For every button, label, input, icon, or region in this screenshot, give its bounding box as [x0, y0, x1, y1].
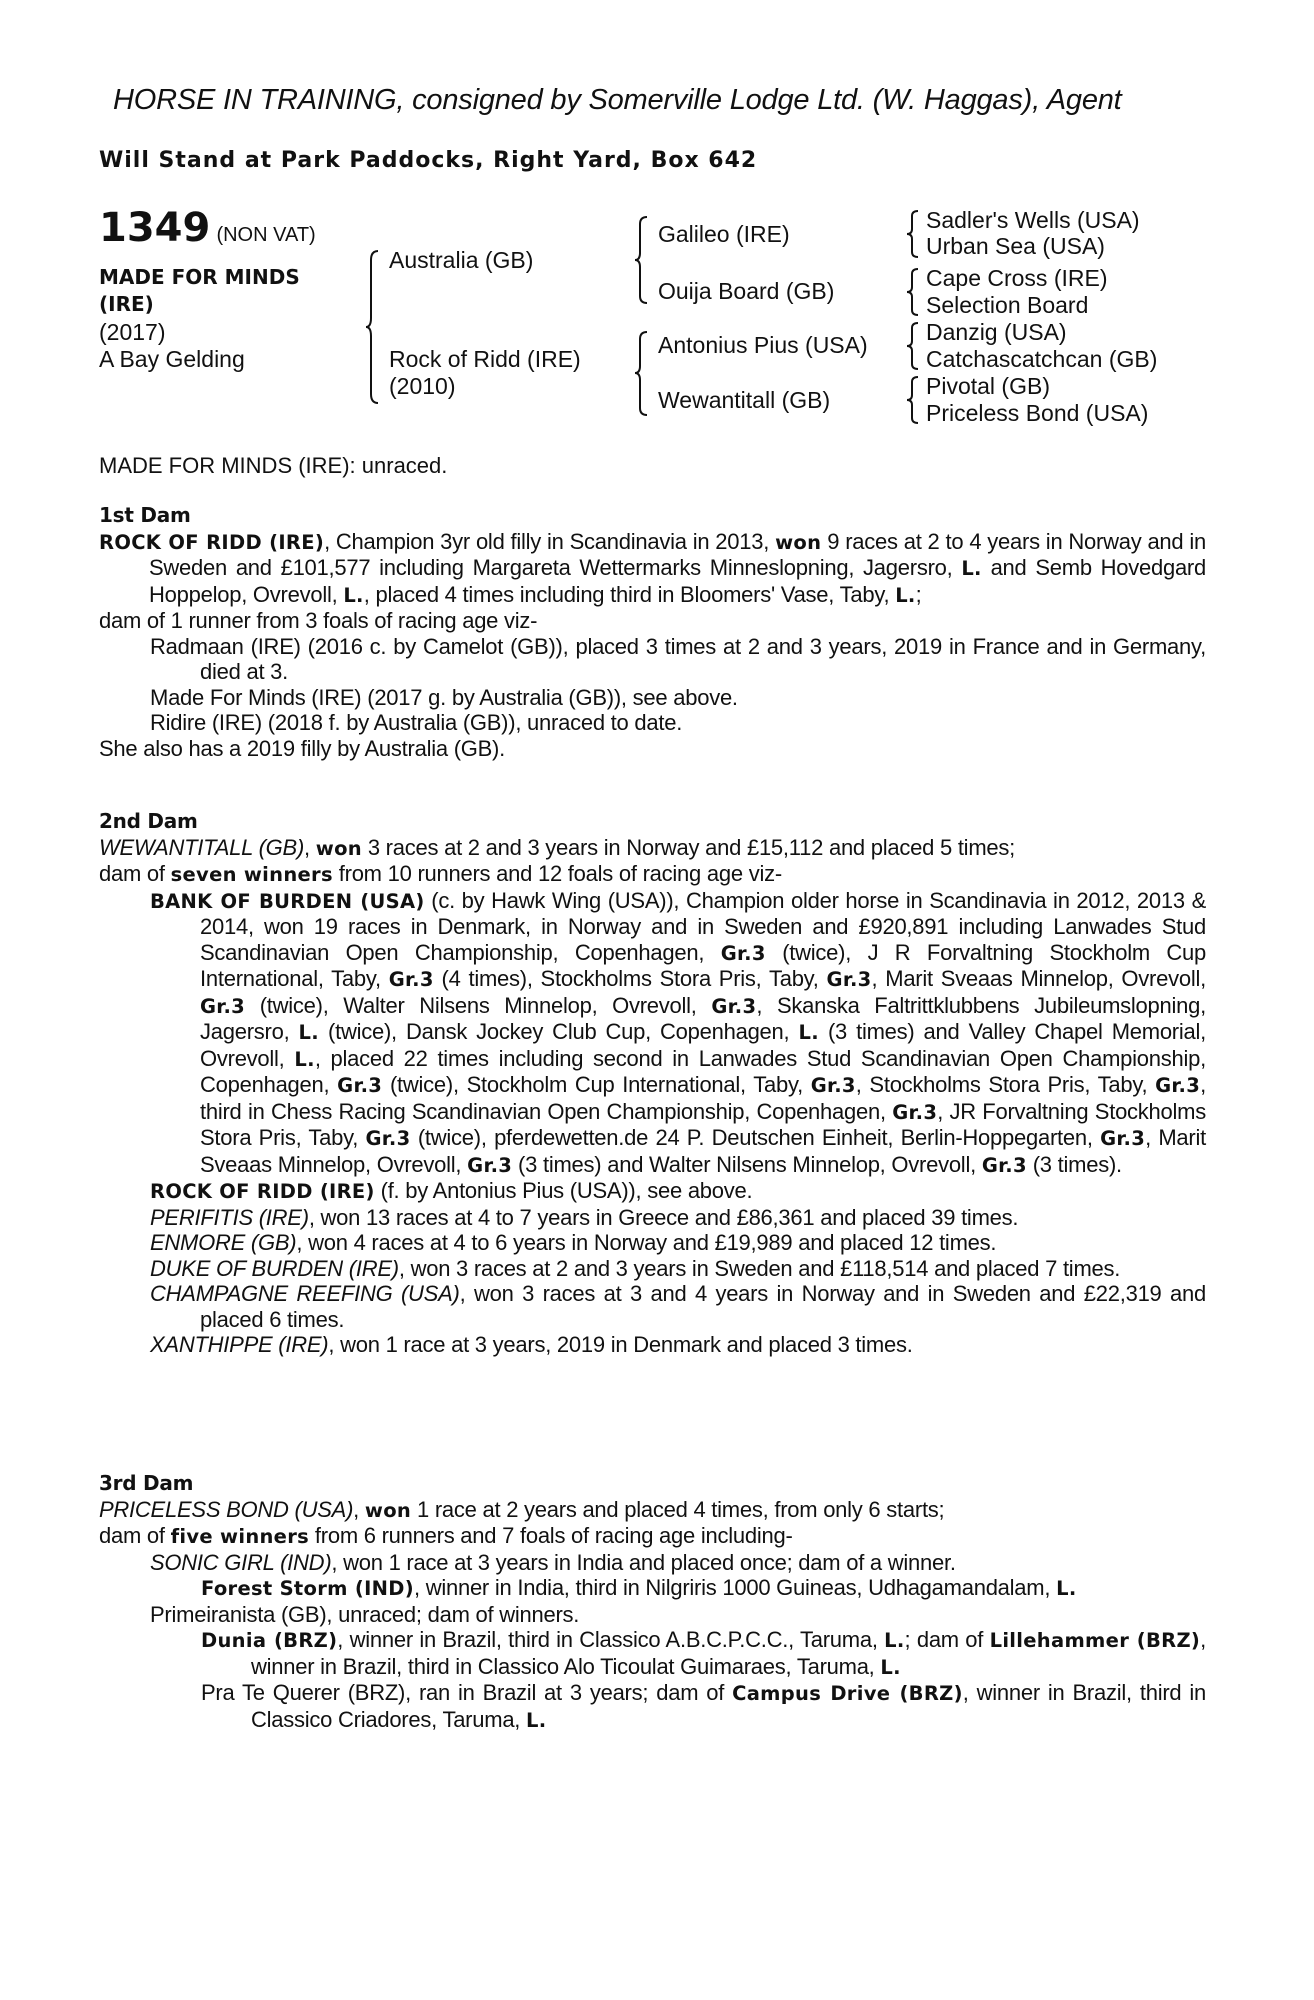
race-summary: MADE FOR MINDS (IRE): unraced.: [99, 453, 448, 478]
bold-text: ROCK OF RIDD (IRE): [99, 530, 325, 554]
text-run: , winner in India, third in Nilgriris 1000 Guineas, Udhagamandalam,: [413, 1575, 1057, 1600]
italic-text: DUKE OF BURDEN (IRE): [150, 1255, 399, 1281]
text-run: , Skanska Faltrittklubbens Jubileumslopning, Jagersro,: [200, 992, 1206, 1044]
pedigree-dsd: Catchascatchcan (GB): [926, 346, 1158, 372]
text-run: dam of: [99, 861, 171, 886]
bold-text: won: [775, 530, 822, 554]
pedigree-ssd: Urban Sea (USA): [926, 233, 1105, 259]
text-run: ,: [353, 1496, 365, 1522]
pedigree-paragraph: [99, 1281, 1206, 1332]
text-run: (3 times).: [1026, 1151, 1122, 1177]
pedigree-paragraph: [99, 1497, 1206, 1524]
pedigree-paragraph: [99, 736, 1206, 762]
pedigree-dds: Pivotal (GB): [926, 373, 1050, 399]
lot-header: [99, 205, 316, 251]
text-run: , placed 4 times including third in Bloomers' Vase, Taby,: [363, 581, 896, 607]
pedigree-sire: Australia (GB): [389, 247, 534, 273]
section-2nd-dam: [99, 809, 1206, 1358]
italic-text: ENMORE (GB): [150, 1230, 297, 1255]
text-run: Radmaan (IRE) (2016 c. by Camelot (GB)), placed 3 times at 2 and 3 years, 2019 in France and in Germany, died at 3.: [150, 633, 1206, 684]
bold-text: Gr.3: [365, 1127, 411, 1150]
horse-name: MADE FOR MINDS: [99, 265, 300, 289]
italic-text: CHAMPAGNE REEFING (USA): [150, 1281, 460, 1306]
pedigree-paragraph: [99, 1627, 1206, 1680]
text-run: (twice), Walter Nilsens Minnelop, Ovrevoll,: [245, 992, 712, 1018]
text-run: from 6 runners and 7 foals of racing age including-: [309, 1523, 793, 1548]
pedigree-paragraph: [99, 1680, 1206, 1733]
brace-icon: [908, 376, 920, 424]
section-1st-dam: [99, 503, 1206, 761]
text-run: , third in Chess Racing Scandinavian Open Championship, Copenhagen,: [200, 1072, 1206, 1124]
bold-text: Gr.3: [981, 1153, 1027, 1177]
text-run: , Stockholms Stora Pris, Taby,: [855, 1072, 1156, 1097]
text-run: dam of 1 runner from 3 foals of racing age viz-: [99, 608, 538, 633]
bold-text: won: [364, 1498, 412, 1522]
brace-icon: [908, 210, 920, 258]
bold-text: L.: [880, 1655, 901, 1679]
pedigree-paragraph: [99, 1205, 1206, 1231]
text-run: , winner in Brazil, third in Classico Alo Ticoulat Guimaraes, Taruma,: [251, 1627, 1206, 1679]
pedigree-sss: Sadler's Wells (USA): [926, 207, 1140, 233]
bold-text: Gr.3: [892, 1100, 938, 1124]
text-run: 9 races at 2 to 4 years in Norway and in Sweden and £101,577 including Margareta Wettermarks Minneslopning, Jagersro,: [149, 528, 1206, 580]
text-run: , winner in Brazil, third in Classico Criadores, Taruma,: [251, 1680, 1206, 1732]
text-run: (c. by Hawk Wing (USA)), Champion older horse in Scandinavia in 2012, 2013 & 2014, won 19 races in Denmark, in Norway and in Sweden and £920,891 including Lanwades Stud Scandinavian Open Championship, Copenhagen,: [200, 887, 1207, 965]
text-run: , won 3 races at 2 and 3 years in Sweden and £118,514 and placed 7 times.: [398, 1255, 1121, 1281]
bold-text: five winners: [170, 1525, 310, 1548]
text-run: (3 times) and Valley Chapel Memorial, Ovrevoll,: [200, 1019, 1207, 1071]
vat-status: (NON VAT): [216, 224, 316, 246]
text-run: dam of: [99, 1523, 171, 1548]
bold-text: L.: [526, 1708, 547, 1732]
bold-text: Gr.3: [1155, 1074, 1201, 1097]
pedigree-sdd: Selection Board: [926, 292, 1089, 318]
text-run: 1 race at 2 years and placed 4 times, from only 6 starts;: [411, 1496, 945, 1522]
brace-icon: [368, 250, 380, 404]
text-run: (3 times) and Walter Nilsens Minnelop, Ovrevoll,: [512, 1151, 982, 1177]
bold-text: Gr.3: [388, 968, 434, 991]
text-run: (twice), pferdewetten.de 24 P. Deutschen Einheit, Berlin-Hoppegarten,: [410, 1125, 1101, 1150]
bold-text: Campus Drive (BRZ): [732, 1682, 963, 1705]
pedigree-dss: Danzig (USA): [926, 319, 1067, 345]
text-run: , winner in Brazil, third in Classico A.B.C.P.C.C., Taruma,: [337, 1627, 885, 1652]
pedigree-paragraph: [99, 608, 1206, 634]
pedigree-paragraph: [99, 1178, 1206, 1205]
text-run: (twice), Dansk Jockey Club Cup, Copenhagen,: [318, 1019, 799, 1044]
pedigree-paragraph: [99, 1575, 1206, 1602]
italic-text: PRICELESS BOND (USA): [99, 1496, 354, 1522]
pedigree-paragraph: [99, 1332, 1206, 1358]
pedigree-sds: Cape Cross (IRE): [926, 265, 1108, 291]
pedigree-paragraph: [99, 529, 1206, 609]
bold-text: L.: [895, 583, 916, 607]
pedigree-dam-dam: Wewantitall (GB): [658, 387, 831, 413]
text-run: (twice), Stockholm Cup International, Taby,: [382, 1072, 811, 1097]
text-run: , won 3 races at 3 and 4 years in Norway and in Sweden and £22,319 and placed 6 times.: [200, 1281, 1206, 1332]
pedigree-dam: Rock of Ridd (IRE): [389, 346, 581, 372]
text-run: Primeiranista (GB), unraced; dam of winners.: [150, 1601, 580, 1627]
bold-text: Gr.3: [810, 1074, 856, 1097]
text-run: Ridire (IRE) (2018 f. by Australia (GB)), unraced to date.: [150, 710, 683, 735]
bold-text: won: [315, 836, 362, 860]
italic-text: SONIC GIRL (IND): [150, 1549, 332, 1575]
page-title: HORSE IN TRAINING, consigned by Somerville Lodge Ltd. (W. Haggas), Agent: [113, 84, 1122, 116]
pedigree-sire-dam: Ouija Board (GB): [658, 278, 835, 304]
pedigree-paragraph: [99, 1230, 1206, 1256]
section-heading: 3rd Dam: [99, 1471, 194, 1495]
pedigree-paragraph: [99, 710, 1206, 736]
bold-text: Gr.3: [467, 1153, 513, 1177]
bold-text: ROCK OF RIDD (IRE): [150, 1180, 375, 1203]
text-run: , won 1 race at 3 years, 2019 in Denmark and placed 3 times.: [328, 1332, 913, 1357]
foaling-year: (2017): [99, 319, 166, 345]
pedigree-paragraph: [99, 1523, 1206, 1550]
pedigree-paragraph: [99, 634, 1206, 685]
bold-text: Forest Storm (IND): [201, 1577, 414, 1600]
text-run: Pra Te Querer (BRZ), ran in Brazil at 3 years; dam of: [201, 1680, 733, 1705]
bold-text: Gr.3: [711, 994, 757, 1018]
pedigree-ddd: Priceless Bond (USA): [926, 400, 1149, 426]
text-run: , Marit Sveaas Minnelop, Ovrevoll,: [871, 966, 1206, 991]
text-run: She also has a 2019 filly by Australia (GB).: [99, 735, 505, 761]
bold-text: Gr.3: [1100, 1127, 1146, 1150]
brace-icon: [637, 331, 649, 416]
bold-text: Gr.3: [337, 1074, 383, 1097]
text-run: (f. by Antonius Pius (USA)), see above.: [374, 1178, 753, 1203]
pedigree-paragraph: [99, 685, 1206, 711]
location-line: Will Stand at Park Paddocks, Right Yard, Box 642: [99, 148, 758, 173]
pedigree-paragraph: [99, 1256, 1206, 1282]
horse-description: A Bay Gelding: [99, 346, 245, 372]
bold-text: BANK OF BURDEN (USA): [150, 889, 425, 913]
brace-icon: [908, 268, 920, 316]
pedigree-dam-sire: Antonius Pius (USA): [658, 332, 868, 358]
text-run: , won 13 races at 4 to 7 years in Greece and £86,361 and placed 39 times.: [308, 1204, 1019, 1230]
text-run: from 10 runners and 12 foals of racing age viz-: [332, 861, 782, 886]
bold-text: Gr.3: [826, 968, 872, 991]
pedigree-paragraph: [99, 861, 1206, 888]
pedigree-paragraph: [99, 835, 1206, 862]
pedigree-paragraph: [99, 888, 1206, 1179]
text-run: ;: [915, 581, 922, 607]
text-run: (4 times), Stockholms Stora Pris, Taby,: [433, 966, 827, 991]
pedigree-paragraph: [99, 1550, 1206, 1576]
text-run: and Semb Hovedgard Hoppelop, Ovrevoll,: [149, 555, 1206, 607]
text-run: , won 4 races at 4 to 6 years in Norway and £19,989 and placed 12 times.: [296, 1230, 997, 1255]
bold-text: L.: [343, 583, 364, 607]
brace-icon: [908, 322, 920, 370]
bold-text: seven winners: [170, 863, 333, 886]
text-run: , Marit Sveaas Minnelop, Ovrevoll,: [200, 1125, 1206, 1177]
pedigree-paragraph: [99, 1602, 1206, 1628]
pedigree-dam-year: (2010): [389, 373, 456, 399]
section-heading: 2nd Dam: [99, 809, 198, 833]
bold-text: L.: [1056, 1577, 1077, 1600]
bold-text: Dunia (BRZ): [201, 1629, 338, 1652]
text-run: , Champion 3yr old filly in Scandinavia in 2013,: [324, 528, 776, 554]
section-heading: 1st Dam: [99, 503, 191, 527]
section-3rd-dam: [99, 1471, 1206, 1733]
bold-text: L.: [798, 1021, 819, 1044]
bold-text: L.: [298, 1021, 319, 1044]
italic-text: PERIFITIS (IRE): [150, 1204, 309, 1230]
italic-text: XANTHIPPE (IRE): [150, 1332, 329, 1357]
text-run: ; dam of: [904, 1627, 990, 1652]
bold-text: Lillehammer (BRZ): [989, 1629, 1201, 1652]
bold-text: L.: [961, 557, 982, 580]
brace-icon: [637, 216, 649, 304]
bold-text: L.: [884, 1629, 905, 1652]
text-run: , won 1 race at 3 years in India and placed once; dam of a winner.: [331, 1549, 956, 1575]
horse-name-suffix: (IRE): [99, 292, 154, 316]
lot-number: 1349: [99, 205, 211, 251]
bold-text: Gr.3: [200, 994, 246, 1018]
text-run: ,: [304, 834, 316, 860]
text-run: , JR Forvaltning Stockholms Stora Pris, Taby,: [200, 1098, 1206, 1150]
bold-text: L.: [294, 1047, 315, 1071]
pedigree-sire-sire: Galileo (IRE): [658, 221, 790, 247]
bold-text: Gr.3: [720, 941, 766, 965]
italic-text: WEWANTITALL (GB): [99, 834, 305, 860]
text-run: Made For Minds (IRE) (2017 g. by Australia (GB)), see above.: [150, 684, 738, 710]
text-run: , placed 22 times including second in Lanwades Stud Scandinavian Open Championship, Copenhagen,: [200, 1045, 1206, 1097]
text-run: 3 races at 2 and 3 years in Norway and £15,112 and placed 5 times;: [361, 834, 1015, 860]
text-run: (twice), J R Forvaltning Stockholm Cup International, Taby,: [200, 939, 1207, 991]
